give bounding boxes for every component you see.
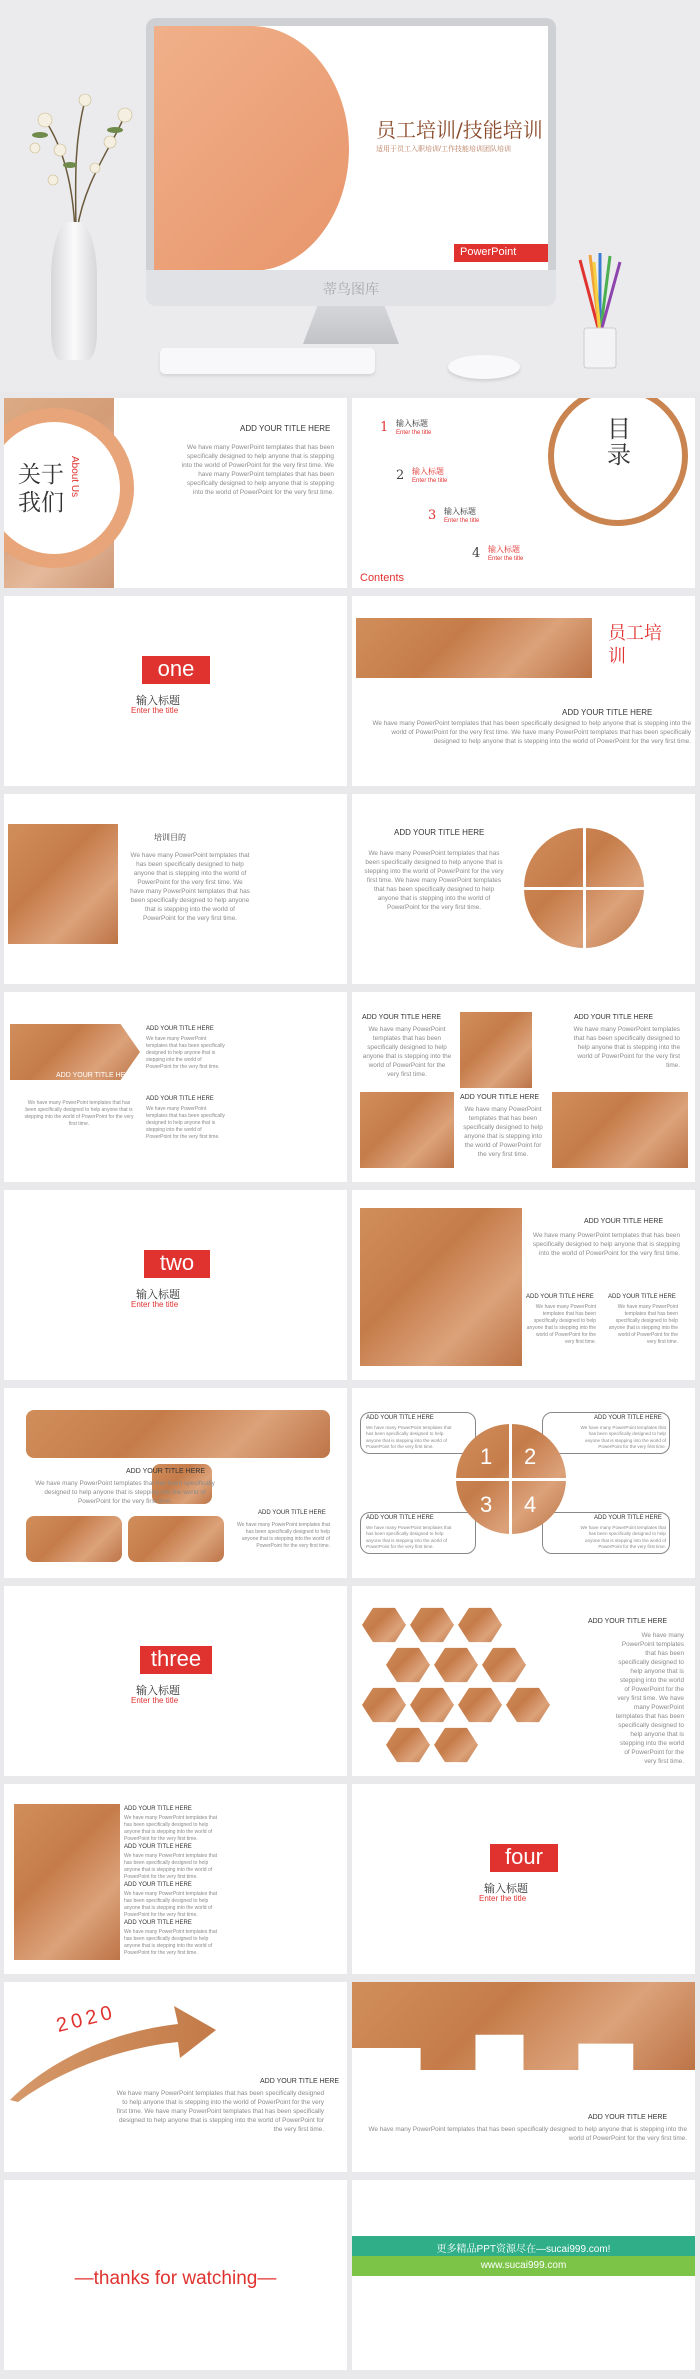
slide-heading: 培训目的 — [154, 833, 186, 842]
slide-heading: ADD YOUR TITLE HERE — [146, 1026, 214, 1032]
slide-body: We have many PowerPoint templates that has been specifically designed to help anyone that is stepping into the world of PowerPoint for the very first time. — [24, 1100, 134, 1127]
callout-heading: ADD YOUR TITLE HERE — [366, 1415, 434, 1421]
slide-section-two — [4, 1190, 347, 1380]
slide-body: We have many PowerPoint templates that has been specifically designed to help anyone that is stepping into the world of PowerPoint for the very first time. — [608, 1304, 678, 1345]
slide-pie-layout — [352, 794, 695, 984]
cover-title: 员工培训/技能培训 — [376, 118, 543, 142]
toc-label-3: 输入标题 — [444, 507, 476, 516]
promo-banner-2: www.sucai999.com — [352, 2256, 695, 2276]
section-en-title: Enter the title — [479, 1894, 527, 1903]
list-body: We have many PowerPoint templates that has been specifically designed to help anyone that is stepping into the world of PowerPoint for the very first time. — [124, 1891, 218, 1918]
monitor-screen — [154, 26, 548, 271]
slide-thanks — [4, 2180, 347, 2370]
contents-en-label: Contents — [360, 572, 405, 584]
slide-training-purpose — [4, 794, 347, 984]
slide-heading: ADD YOUR TITLE HERE — [562, 708, 653, 717]
hexagon-photo — [386, 1726, 430, 1764]
hexagon-photo — [410, 1606, 454, 1644]
tall-photo — [14, 1804, 120, 1960]
slide-heading: ADD YOUR TITLE HERE — [362, 1014, 442, 1021]
training-cn-title: 员工培训 — [608, 623, 662, 668]
toc-label-1: 输入标题 — [396, 419, 428, 428]
about-en-label: About Us — [69, 456, 80, 498]
photo-tile — [552, 1092, 688, 1168]
skyline-photo — [352, 1982, 695, 2070]
slide-heading: ADD YOUR TITLE HERE — [146, 1096, 214, 1102]
list-heading: ADD YOUR TITLE HERE — [124, 1806, 192, 1812]
toc-sub-1: Enter the title — [396, 430, 432, 436]
photo-caption: ADD YOUR TITLE HERE — [56, 1072, 136, 1079]
quadrant-number-2: 2 — [524, 1444, 537, 1469]
slide-heading: ADD YOUR TITLE HERE — [394, 828, 485, 837]
hexagon-photo — [506, 1686, 550, 1724]
slide-body: We have many PowerPoint templates that has been specifically designed to help anyone that is stepping into the world of PowerPoint for the very first time. — [368, 2126, 687, 2142]
hexagon-photo — [458, 1606, 502, 1644]
divider — [456, 1478, 566, 1481]
slide-section-one — [4, 596, 347, 786]
slide-body: We have many PowerPoint templates that has been specifically designed to help anyone that is stepping into the world of PowerPoint for the very first time. — [236, 1522, 330, 1549]
slide-checker-layout — [352, 992, 695, 1182]
toc-sub-4: Enter the title — [488, 556, 524, 562]
list-heading: ADD YOUR TITLE HERE — [124, 1882, 192, 1888]
slide-body: We have many PowerPoint templates that has been specifically designed to help anyone that is stepping into the world of PowerPoint for the very first time. We have many PowerPoint templates that has been specifically designed to help anyone that is stepping into the world of PowerPoint for the very first time. — [364, 850, 504, 911]
slide-2020-arrow — [4, 1982, 347, 2172]
hexagon-photo — [434, 1646, 478, 1684]
slide-heading: ADD YOUR TITLE HERE — [588, 2114, 668, 2121]
slide-heading: ADD YOUR TITLE HERE — [608, 1294, 676, 1300]
list-body: We have many PowerPoint templates that has been specifically designed to help anyone that is stepping into the world of PowerPoint for the very first time. — [124, 1929, 218, 1956]
quadrant-number-3: 3 — [480, 1492, 493, 1517]
callout-body: We have many PowerPoint templates that has been specifically designed to help anyone that is stepping into the world of PowerPoint for the very first time. — [580, 1525, 666, 1550]
slide-heading: ADD YOUR TITLE HERE — [126, 1468, 206, 1475]
slide-body: We have many PowerPoint templates that has been specifically designed to help anyone that is stepping into the world of PowerPoint for the very first time. — [573, 1026, 680, 1069]
slide-heading: ADD YOUR TITLE HERE — [258, 1510, 326, 1516]
hexagon-photo — [362, 1606, 406, 1644]
slide-section-three — [4, 1586, 347, 1776]
section-cn-title: 输入标题 — [136, 1289, 180, 1301]
about-cn-title: 关于我们 — [18, 462, 64, 516]
callout-heading: ADD YOUR TITLE HERE — [594, 1415, 662, 1421]
vase — [51, 222, 97, 360]
wide-photo — [26, 1410, 330, 1458]
slide-rounded-tiles — [4, 1388, 347, 1578]
toc-sub-3: Enter the title — [444, 518, 480, 524]
slide-tall-photo — [352, 1190, 695, 1380]
slide-body: We have many PowerPoint templates that has been specifically designed to help anyone that is stepping into the world of PowerPoint for the very first time. We have many PowerPoint templates that has been specifically designed to help anyone that is stepping into the world of PowerPoint for the very first time. — [372, 720, 691, 745]
slide-heading: ADD YOUR TITLE HERE — [526, 1294, 594, 1300]
photo-tile — [360, 1092, 454, 1168]
contents-cn-title: 目录 — [607, 415, 631, 470]
slide-body: We have many PowerPoint templates that has been specifically designed to help anyone that is stepping into the world of PowerPoint for the very first time. We have many PowerPoint templates that has been specifically designed to help anyone that is stepping into the world of PowerPoint for the very first time. — [615, 1632, 684, 1765]
slide-body: We have many PowerPoint templates that has been specifically designed to help anyone that is stepping into the world of PowerPoint for the very first time. We have many PowerPoint templates that has been specifically designed to help anyone that is stepping into the world of PowerPoint for the very first time. — [130, 852, 250, 922]
toc-number-3: 3 — [428, 508, 437, 523]
tiled-photo-strip — [356, 618, 592, 678]
hexagon-photo — [410, 1686, 454, 1724]
slide-contents — [352, 398, 695, 588]
section-cn-title: 输入标题 — [484, 1883, 528, 1895]
hexagon-photo — [434, 1726, 478, 1764]
list-body: We have many PowerPoint templates that has been specifically designed to help anyone that is stepping into the world of PowerPoint for the very first time. — [124, 1815, 218, 1842]
slide-hexagons — [352, 1586, 695, 1776]
divider — [524, 887, 644, 890]
thanks-text: —thanks for watching— — [74, 2268, 277, 2289]
toc-number-1: 1 — [380, 420, 389, 435]
cover-subtitle: 适用于员工入职培训/工作技能培训团队培训 — [376, 146, 511, 153]
callout-heading: ADD YOUR TITLE HERE — [366, 1515, 434, 1521]
callout-body: We have many PowerPoint templates that has been specifically designed to help anyone that is stepping into the world of PowerPoint for the very first time. — [580, 1425, 666, 1450]
slide-body: We have many PowerPoint templates that has been specifically designed to help anyone that is stepping into the world of PowerPoint for the very first time. — [146, 1106, 225, 1140]
hexagon-photo — [362, 1686, 406, 1724]
hexagon-photo — [482, 1646, 526, 1684]
slide-arrow-photo — [4, 992, 347, 1182]
section-cn-title: 输入标题 — [136, 695, 180, 707]
hexagon-photo — [458, 1686, 502, 1724]
callout-heading: ADD YOUR TITLE HERE — [594, 1515, 662, 1521]
toc-label-2: 输入标题 — [412, 467, 444, 476]
promo-banner-1: 更多精品PPT资源尽在—sucai999.com! — [352, 2236, 695, 2256]
slide-section-four — [352, 1784, 695, 1974]
cover-photo — [154, 26, 349, 271]
list-heading: ADD YOUR TITLE HERE — [124, 1920, 192, 1926]
section-tag-one: one — [142, 656, 210, 684]
flower-vase-illustration — [15, 80, 145, 230]
section-tag-three: three — [140, 1646, 212, 1674]
monitor-stand — [303, 306, 399, 344]
slide-about-us — [4, 398, 347, 588]
quadrant-number-1: 1 — [480, 1444, 493, 1469]
slide-heading: ADD YOUR TITLE HERE — [460, 1094, 540, 1101]
powerpoint-badge: PowerPoint — [454, 244, 548, 262]
slide-heading: ADD YOUR TITLE HERE — [584, 1218, 664, 1225]
list-heading: ADD YOUR TITLE HERE — [124, 1844, 192, 1850]
slide-heading: ADD YOUR TITLE HERE — [588, 1618, 668, 1625]
keyboard — [160, 348, 375, 374]
section-en-title: Enter the title — [131, 1300, 179, 1309]
slide-skyline-photo — [352, 1982, 695, 2172]
mosaic-photo — [8, 824, 118, 944]
slide-body: We have many PowerPoint templates that has been specifically designed to help anyone that is stepping into the world of PowerPoint for the very first time. — [463, 1106, 543, 1158]
year-label: 2020 — [54, 2001, 119, 2038]
slide-numbered-quadrants — [352, 1388, 695, 1578]
section-tag-four: four — [490, 1844, 558, 1872]
slide-body: We have many PowerPoint templates that has been specifically designed to help anyone that is stepping into the world of PowerPoint for the very first time. — [35, 1480, 215, 1505]
slide-body: We have many PowerPoint templates that has been specifically designed to help anyone that is stepping into the world of PowerPoint for the very first time. — [532, 1232, 680, 1257]
hero-mockup — [0, 0, 700, 392]
toc-number-4: 4 — [472, 546, 481, 561]
callout-body: We have many PowerPoint templates that has been specifically designed to help anyone that is stepping into the world of PowerPoint for the very first time. — [366, 1525, 452, 1550]
tall-photo — [360, 1208, 522, 1366]
section-en-title: Enter the title — [131, 1696, 179, 1705]
monitor — [146, 18, 556, 293]
hexagon-photo — [386, 1646, 430, 1684]
slide-body: We have many PowerPoint templates that has been specifically designed to help anyone that is stepping into the world of PowerPoint for the very first time. We have many PowerPoint templates that has been specifically designed to help anyone that is stepping into the world of PowerPoint for the very first time. — [181, 444, 334, 496]
section-cn-title: 输入标题 — [136, 1685, 180, 1697]
monitor-chin-label: 蒂鸟图库 — [146, 270, 556, 306]
slide-training-intro — [352, 596, 695, 786]
list-body: We have many PowerPoint templates that has been specifically designed to help anyone that is stepping into the world of PowerPoint for the very first time. — [124, 1853, 218, 1880]
toc-number-2: 2 — [396, 468, 405, 483]
slide-heading: ADD YOUR TITLE HERE — [240, 424, 331, 433]
callout-body: We have many PowerPoint templates that has been specifically designed to help anyone that is stepping into the world of PowerPoint for the very first time. — [366, 1425, 452, 1450]
quadrant-number-4: 4 — [524, 1492, 537, 1517]
slide-body: We have many PowerPoint templates that has been specifically designed to help anyone that is stepping into the world of PowerPoint for the very first time. — [526, 1304, 596, 1345]
slide-body: We have many PowerPoint templates that has been specifically designed to help anyone that is stepping into the world of PowerPoint for the very first time. — [362, 1026, 452, 1078]
section-en-title: Enter the title — [131, 706, 179, 715]
slide-body: We have many PowerPoint templates that has been specifically designed to help anyone that is stepping into the world of PowerPoint for the very first time. — [146, 1036, 225, 1070]
pencil-cup-illustration — [572, 250, 628, 370]
toc-sub-2: Enter the title — [412, 478, 448, 484]
photo-tile — [26, 1516, 122, 1562]
photo-tile — [460, 1012, 532, 1088]
photo-tile — [128, 1516, 224, 1562]
slide-heading: ADD YOUR TITLE HERE — [574, 1014, 654, 1021]
section-tag-two: two — [144, 1250, 210, 1278]
slide-body: We have many PowerPoint templates that has been specifically designed to help anyone that is stepping into the world of PowerPoint for the very first time. We have many PowerPoint templates that has been specifically designed to help anyone that is stepping into the world of PowerPoint for the very first time. — [116, 2090, 324, 2133]
slide-heading: ADD YOUR TITLE HERE — [260, 2078, 340, 2085]
slide-photo-list — [4, 1784, 347, 1974]
slide-promo — [352, 2180, 695, 2370]
mouse — [448, 355, 520, 379]
toc-label-4: 输入标题 — [488, 545, 520, 554]
